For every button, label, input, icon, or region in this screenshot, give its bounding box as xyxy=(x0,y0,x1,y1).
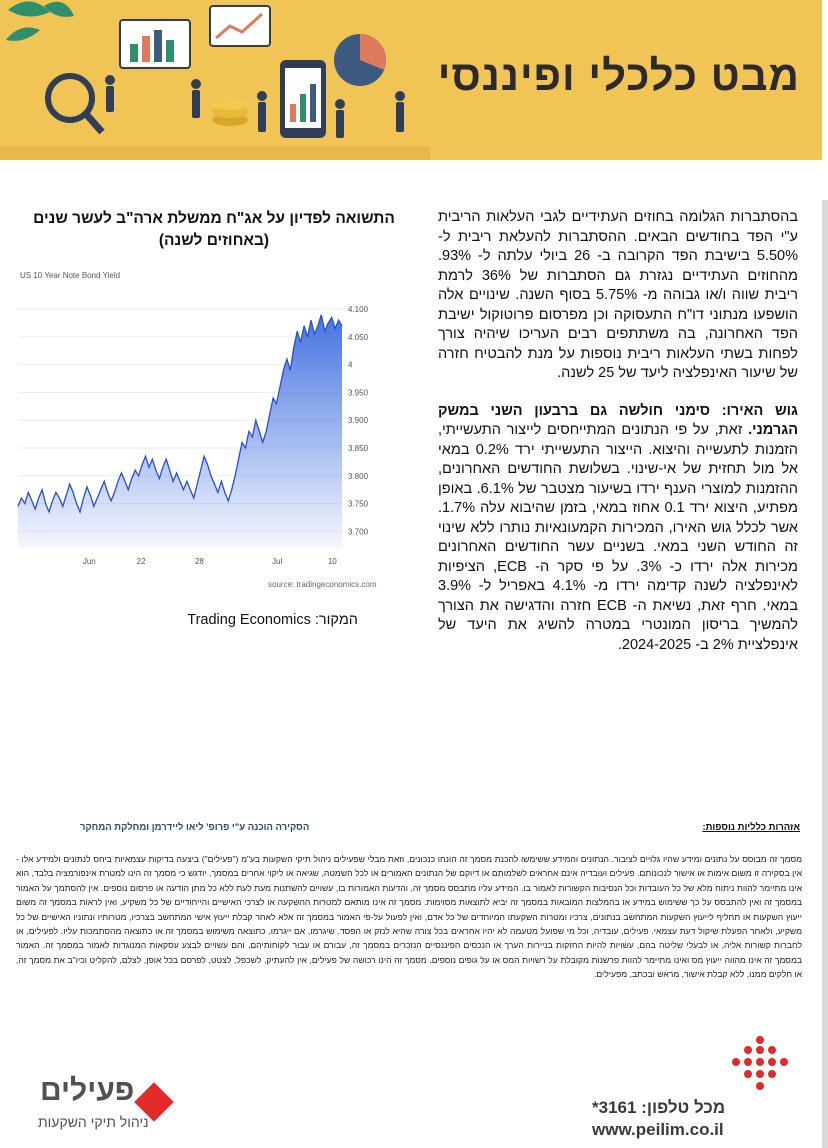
yield-chart xyxy=(14,262,384,594)
chart-svg xyxy=(14,262,384,594)
y-tick-label: 3.700 xyxy=(348,527,369,537)
author-note: הסקירה הוכנה ע"י פרופ' ליאו ליידרמן ומחלקת המחקר xyxy=(80,822,310,833)
y-tick-label: 3.750 xyxy=(348,499,369,509)
x-axis xyxy=(83,557,337,566)
chart-series xyxy=(18,315,342,548)
paragraph-body: זאת, על פי הנתונים המתייחסים לייצור התעשייתי, הזמנות לתעשייה והיצוא. הייצור התעשייתי ירד 0.2% במאי אל מול תחזית של אי-שינוי. בשלושת החודשים האחרונים, ההזמנות למוצרי הענף ירדו בשיעור מצטבר של 6.1%. באופן מפתיע, היצוא ירד 0.1 אחוז במאי, בזמן שהיבוא עלה 1.7%. אשר לכלל גוש האירו, המכירות הקמעונאיות נותרו ללא שינוי זה החודש השני במאי. בשניים עשר החודשים האחרונים מכירות אלה ירדו כ- 3%. על פי סקר ה- ECB, הציפיות לאינפלציה לשנה קדימה ירדו מ- 4.1% באפריל ל- 3.9% במאי. חרף זאת, נשיאת ה- ECB חזרה והדגישה את הצורך להמשיך בריסון המונטרי במטרה להשיג את היעד של אינפלציית 2% ב- 2024-2025. xyxy=(438,422,798,653)
y-tick-label: 3.850 xyxy=(348,444,369,453)
y-axis xyxy=(348,305,369,536)
chart-heading xyxy=(14,208,414,252)
source-note: המקור: Trading Economics xyxy=(187,612,358,628)
footer xyxy=(0,1030,822,1148)
page-title: מבט כלכלי ופיננסי xyxy=(437,52,800,99)
page-edge xyxy=(822,200,828,1148)
paragraph-eurozone xyxy=(438,402,798,656)
y-tick-label: 4 xyxy=(348,360,353,370)
x-tick-label: 10 xyxy=(327,557,337,566)
chart-title: US 10 Year Note Bond Yield xyxy=(20,271,121,280)
disclaimer-header xyxy=(80,822,800,838)
x-tick-label: Jun xyxy=(82,557,96,566)
chart-heading-line1: התשואה לפדיון על אג"ח ממשלת ארה"ב לעשר שנים xyxy=(33,210,395,227)
header-banner xyxy=(0,0,822,160)
contact-phone: מכל טלפון: 3161* xyxy=(592,1098,726,1117)
x-tick-label: 22 xyxy=(136,557,146,566)
x-tick-label: 28 xyxy=(194,557,204,566)
y-tick-label: 3.900 xyxy=(348,416,369,426)
x-tick-label: Jul xyxy=(272,557,283,566)
y-tick-label: 4.100 xyxy=(348,305,369,315)
disclaimer-text: מסמך זה מבוסס על נתונים ומידע שהיו גלויים לציבור. הנתונים והמידע ששימשו להכנת מסמך זה הונחו כנכונים, וזאת מבלי שפעילים ניהול תיקי השקעות בע"מ ("פעילים") ביצעה בדיקות עצמאיות ביחס לנתונים ולמידע אלו - אין בסקירה זו משום אימות או אישור לנכונותם. פעילים ועובדיה אינם אחראים לשלמותם או דיוקם של הנתונים האמורים או לכל השמטה, שגיאה או ליקוי אחרים במסמך. יודגש כי מסמך זה הינו למטרת אינפורמציה בלבד, הוא אינו מתיימר להוות ניתוח מלא של כל העובדות וכל הנסיבות הקשורות לאמור בו. המידע עליו מתבסס מסמך זה, והדעות האמורות בו, עשויים להשתנות מעת לעת ללא כל מתן הודעה או פרסום נוספים. אין להסתמך על האמור במסמך זה ואין להתבסס על כך ששימוש במידע או בהמלצות המובאות במסמך זה יביא לתוצאות מסוימות. מסמך זה אינו מותאם למטרות ההשקעה או לצרכי האישיים והייחודיים של כל משקיע, ואין לראות במסמך זה משום ייעוץ השקעות או תחליף לייעוץ השקעות המתחשב בנתונים, צרכיו ומטרות השקעתו המיוחדים של כל אדם, ואין לפעול על-פי האמור במסמך זה אלא לאחר קבלת ייעוץ אישי המתחשב בצרכיו, מטרותיו ונתוניו האישיים של כל משקיע, ולאחר הפעלת שיקול דעת עצמאי. פעילים, עובדיה, וכל מי שפועל מטעמה לא יהיו אחראים בכל צורה שהיא לנזק או הפסד, שיגרמו, אם ייגרמו, כתוצאה משימוש במסמך זה או כתוצאה מהסתמכות עליו. לפעילים, או לחברות קשורות אליה, או לבעלי שליטה בהם, עשויות להיות החזקות בניירות הערך או הנכסים הפיננסיים הנזכרים במסמך זה, עבורם או עבור לקוחותיהם, והם עשויים לבצע עסקאות המנוגדות לאמור במסמך זה. האמור במסמך זה אינו מהווה ייעוץ מס ואינו מתיימר להוות פרשנות מקובלת על רשויות המס או על גופים נוספים. מסמך זה הינו רכושה של פעילים, אין להעתיק, לשכפל, לצטט, לפרסם בכל אופן, לצלם, להקליט וכיו"ב את מסמך זה, או חלקים ממנו, ללא קבלת אישור, מראש ובכתב, מפעילים. xyxy=(16,854,802,980)
y-tick-label: 4.050 xyxy=(348,332,369,342)
brand-tagline: ניהול תיקי השקעות xyxy=(38,1114,149,1130)
brand-name: פעילים xyxy=(40,1074,135,1107)
brand-dots-icon xyxy=(720,1034,800,1094)
disclaimer-heading: אזהרות כלליות נוספות: xyxy=(702,822,800,833)
finance-illustration xyxy=(0,0,430,160)
chart-source: source: tradingeconomics.com xyxy=(268,580,377,589)
y-tick-label: 3.950 xyxy=(348,388,369,398)
chart-heading-line2: (באחוזים לשנה) xyxy=(158,232,270,249)
article-text xyxy=(438,208,798,673)
paragraph-fed: בהסתברות הגלומה בחוזים העתידיים לגבי העלאות הריבית ע"י הפד בחודשים הבאים. ההסתברות להעלאת ריבית ל- 5.50% בישיבת הפד הקרובה ב- 26 ביולי עלתה ל- 93%. מהחוזים העתידיים נגזרת גם הסתברות של 36% לרמת ריבית שווה ו/או גבוהה מ- 5.75% בסוף השנה. שינויים אלה הושפעו מנתוני דו"ח התעסוקה וכן מפרסום פרוטוקול ישיבת הפד האחרונה, בה משתתפים רבים העריכו שיהיה צורך לפחות בשתי העלאות ריבית נוספות על מנת להבטיח חזרה של שיעור האינפלציה ליעד של 25 לשנה. xyxy=(438,209,799,381)
website-link[interactable]: www.peilim.co.il xyxy=(592,1120,724,1139)
y-tick-label: 3.800 xyxy=(348,471,369,481)
paragraph-lead: גוש האירו: סימני חולשה גם ברבעון השני במשק הגרמני. xyxy=(438,402,798,438)
